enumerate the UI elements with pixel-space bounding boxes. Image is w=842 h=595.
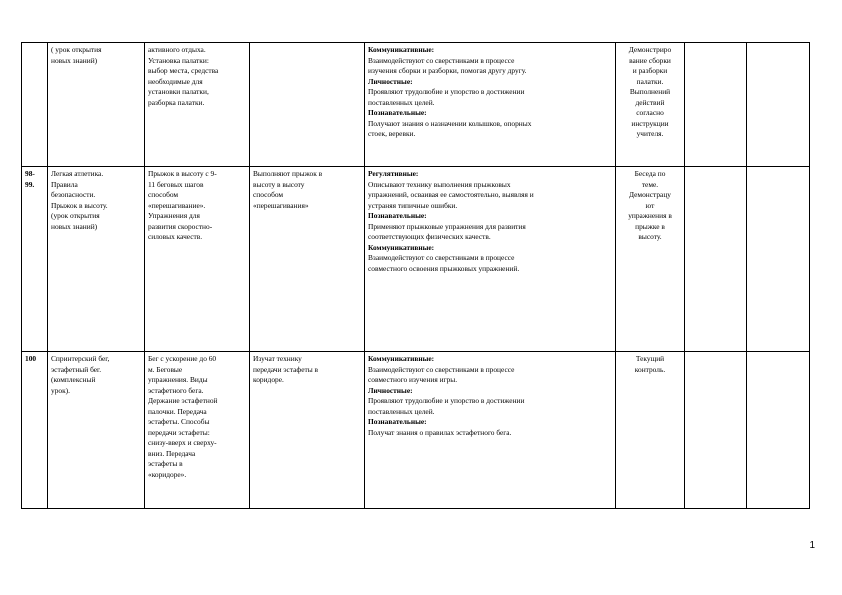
uud-text: Применяют прыжковые упражнения для развития соответствующих физических качеств. xyxy=(368,221,526,242)
table-row xyxy=(22,43,810,167)
uud-text: Взаимодействуют со сверстниками в процессе изучения сборки и разборки, помогая другу другу. xyxy=(368,55,527,76)
uud-cell xyxy=(365,167,616,352)
control-form-cell: Демонстриро вание сборки и разборки палатки. Выполнений действий согласно инструкции учителя. xyxy=(616,43,685,167)
uud-heading: Коммуникативные: xyxy=(368,354,435,363)
lesson-content-cell: Прыжок в высоту с 9- 11 беговых шагов способом «перешагивание». Упражнения для развития скоростно- силовых качеств. xyxy=(145,167,250,352)
uud-cell xyxy=(365,352,616,509)
uud-cell xyxy=(365,43,616,167)
empty-cell xyxy=(747,167,810,352)
uud-heading: Личностные: xyxy=(368,76,413,86)
lesson-topic-cell: Спринтерский бег, эстафетный бег. (комплексный урок). xyxy=(48,352,145,509)
uud-heading: Познавательные: xyxy=(368,417,427,427)
lesson-plan-table xyxy=(21,42,810,509)
table-row xyxy=(22,352,810,509)
uud-text: Проявляют трудолюбие и упорство в достижении поставленных целей. xyxy=(368,396,525,416)
student-activity-cell: Выполняют прыжок в высоту в высоту способом «перешагивания» xyxy=(250,167,365,352)
empty-cell xyxy=(685,43,747,167)
lesson-number-cell: 98- 99. xyxy=(22,167,48,352)
uud-heading: Познавательные: xyxy=(368,108,427,118)
lesson-topic-cell: Легкая атлетика. Правила безопасности. Прыжок в высоту. (урок открытия новых знаний) xyxy=(48,167,145,352)
control-form-cell: Текущий контроль. xyxy=(616,352,685,509)
uud-text: Описывают технику выполнения прыжковых упражнений, осваивая ее самостоятельно, выявляя и устраняя типичные ошибки. xyxy=(368,179,534,210)
uud-heading: Регулятивные: xyxy=(368,169,419,178)
empty-cell xyxy=(747,43,810,167)
uud-heading: Личностные: xyxy=(368,385,413,395)
uud-heading: Познавательные: xyxy=(368,211,427,221)
control-form-cell: Беседа по теме. Демонстрацу ют упражнения в прыжке в высоту. xyxy=(616,167,685,352)
uud-heading: Коммуникативные: xyxy=(368,45,435,54)
uud-text: Получают знания о назначении колышков, опорных стоек, веревки. xyxy=(368,118,532,139)
uud-text: Взаимодействуют со сверстниками в процессе совместного освоения прыжковых упражнений. xyxy=(368,253,520,273)
uud-text: Проявляют трудолюбие и упорство в достижении поставленных целей. xyxy=(368,87,525,107)
lesson-number-cell xyxy=(22,43,48,167)
page-number: 1 xyxy=(809,540,815,551)
student-activity-cell: Изучат технику передачи эстафеты в коридоре. xyxy=(250,352,365,509)
lesson-content-cell: активного отдыха. Установка палатки: выбор места, средства необходимые для установки палатки, разборка палатки. xyxy=(145,43,250,167)
student-activity-cell xyxy=(250,43,365,167)
lesson-topic-cell: ( урок открытия новых знаний) xyxy=(48,43,145,167)
uud-text: Получат знания о правилах эстафетного бега. xyxy=(368,427,512,437)
uud-heading: Коммуникативные: xyxy=(368,242,435,252)
lesson-number-cell: 100 xyxy=(22,352,48,509)
lesson-content-cell: Бег с ускорение до 60 м. Беговые упражнения. Виды эстафетного бега. Держание эстафетной палочки. Передача эстафеты. Способы передачи эстафеты: снизу-вверх и сверху- вниз. Передача эстафеты в «коридоре». xyxy=(145,352,250,509)
uud-text: Взаимодействуют со сверстниками в процессе совместного изучения игры. xyxy=(368,364,515,385)
table-row xyxy=(22,167,810,352)
empty-cell xyxy=(685,167,747,352)
empty-cell xyxy=(747,352,810,509)
empty-cell xyxy=(685,352,747,509)
